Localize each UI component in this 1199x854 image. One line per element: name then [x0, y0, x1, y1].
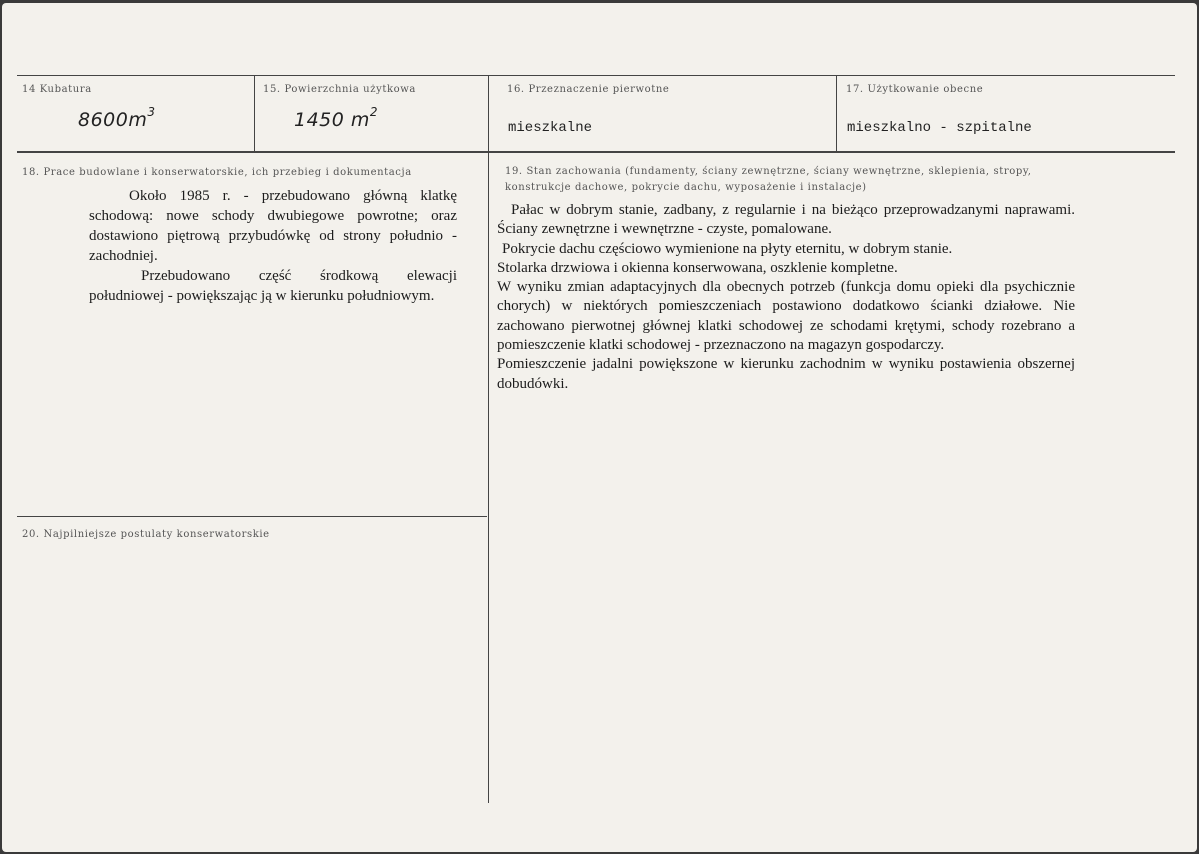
kubatura-value: [78, 105, 156, 131]
section-20-rule: [17, 516, 487, 517]
top-rule: [17, 75, 1175, 76]
stan-paragraph: Pokrycie dachu częściowo wymienione na płyty eternitu, w dobrym stanie.: [502, 240, 953, 257]
record-card: [2, 3, 1197, 852]
przeznaczenie-label: 16. Przeznaczenie pierwotne: [507, 84, 670, 95]
kubatura-number: 8600: [78, 109, 129, 131]
prace-label: 18. Prace budowlane i konserwatorskie, ich przebieg i dokumentacja: [22, 167, 412, 178]
kubatura-label: 14 Kubatura: [22, 84, 92, 95]
powierzchnia-value: [294, 105, 379, 131]
powierzchnia-unit: m: [350, 109, 370, 131]
stan-paragraph: Stolarka drzwiowa i okienna konserwowana, oszklenie kompletne.: [497, 259, 898, 276]
kubatura-unit: m: [128, 109, 148, 131]
postulaty-label: 20. Najpilniejsze postulaty konserwatorskie: [22, 529, 270, 540]
powierzchnia-number: 1450: [294, 109, 345, 131]
uzytkowanie-label: 17. Użytkowanie obecne: [846, 84, 984, 95]
prace-paragraph: Przebudowano część środkową elewacji południowej - powiększając ją w kierunku południowym.: [89, 268, 457, 304]
uzytkowanie-value: mieszkalno - szpitalne: [847, 120, 1032, 136]
col-divider-3: [836, 76, 837, 152]
row-rule: [17, 151, 1175, 153]
powierzchnia-unit-exponent: 2: [369, 105, 379, 119]
powierzchnia-label: 15. Powierzchnia użytkowa: [263, 84, 416, 95]
prace-paragraph: Około 1985 r. - przebudowano główną klatkę schodową: nowe schody dwubiegowe powrotne; oraz dostawiono piętrową przybudówkę od strony południo - zachodniej.: [89, 188, 457, 264]
prace-text: [89, 186, 457, 306]
col-divider-1: [254, 76, 255, 152]
stan-paragraph: Pomieszczenie jadalni powiększone w kierunku zachodnim w wyniku postawienia obszernej dobudówki.: [497, 356, 1075, 392]
stan-paragraph: W wyniku zmian adaptacyjnych dla obecnych potrzeb (funkcja domu opieki dla psychicznie chorych) w niektórych pomieszczeniach postawiono dodatkowo ścianki działowe. Nie zachowano pierwotnej głównej klatki schodowej ze schodami krętymi, schody rozebrano a pomieszczenie klatki schodowej - przeznaczono na magazyn gospodarczy.: [497, 279, 1075, 354]
przeznaczenie-value: mieszkalne: [508, 120, 593, 136]
stan-zachowania-label: 19. Stan zachowania (fundamenty, ściany zewnętrzne, ściany wewnętrzne, sklepienia, stropy, konstrukcje dachowe, pokrycie dachu, wyposażenie i instalacje): [505, 166, 1032, 193]
col-divider-2: [488, 76, 489, 803]
stan-paragraph: Pałac w dobrym stanie, zadbany, z regularnie i na bieżąco przeprowadzanymi naprawami. Ściany zewnętrzne i wewnętrzne - czyste, pomalowane.: [497, 202, 1075, 238]
kubatura-unit-exponent: 3: [147, 105, 156, 119]
stan-zachowania-text: [497, 201, 1075, 394]
